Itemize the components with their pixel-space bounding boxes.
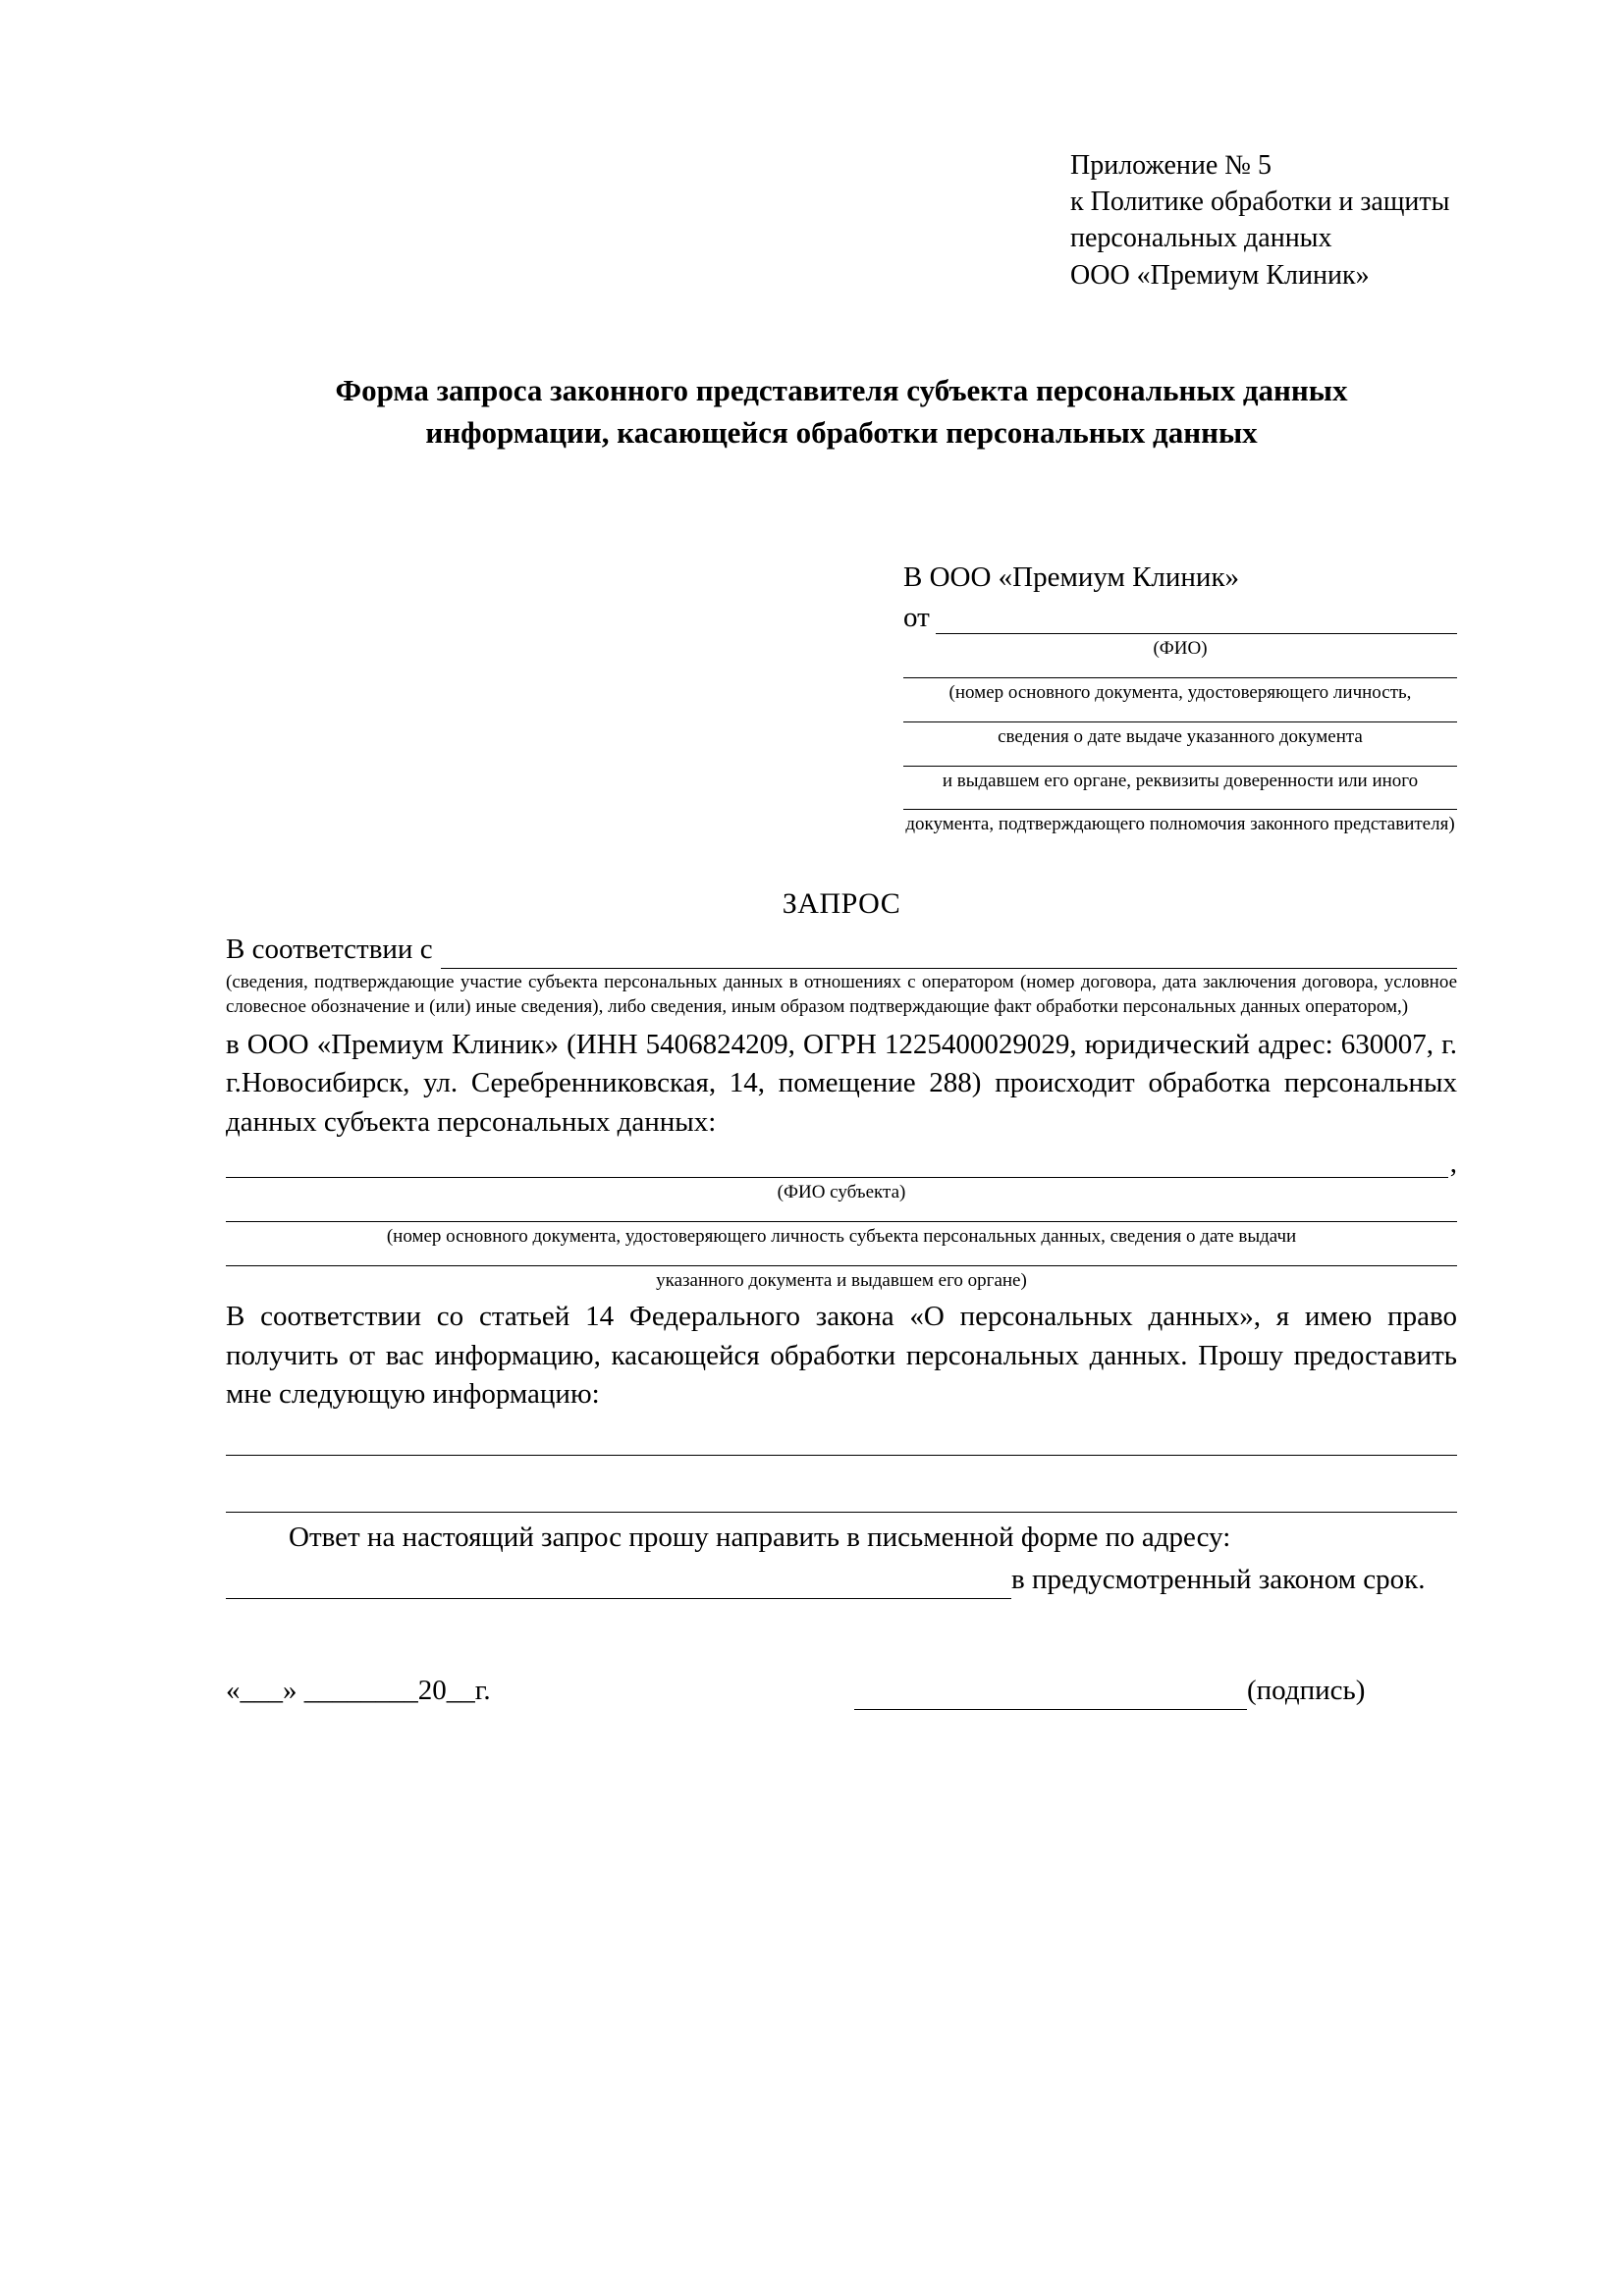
- caption-doc-1: (номер основного документа, удостоверяющего личность,: [948, 682, 1412, 704]
- answer-address-field[interactable]: [226, 1573, 1011, 1599]
- accordance-note: (сведения, подтверждающие участие субъекта персональных данных в отношениях с оператором (номер договора, дата заключения договора, условное словесное обозначение и (или) иные сведения), либо сведения, иным образом подтверждающие факт обработки персональных данных оператором,): [226, 972, 1457, 1018]
- caption-fio: (ФИО): [1153, 638, 1208, 660]
- page-title-line-1: Форма запроса законного представителя субъекта персональных данных: [335, 372, 1348, 407]
- law-paragraph: В соответствии со статьей 14 Федерального закона «О персональных данных», я имею право получить от вас информацию, касающейся обработки персональных данных. Прошу предоставить мне следующую информацию:: [226, 1301, 1457, 1411]
- caption-doc-2: сведения о дате выдаче указанного документа: [998, 725, 1363, 747]
- applicant-doc-field-3[interactable]: [903, 765, 1457, 767]
- applicant-doc-row-2: [903, 721, 1457, 722]
- subject-fio-comma: ,: [1449, 1148, 1457, 1180]
- from-label: от: [903, 602, 930, 634]
- subject-doc-row-1: [226, 1220, 1457, 1222]
- accordance-field[interactable]: [441, 940, 1457, 969]
- page-title: [226, 370, 1457, 454]
- answer-address-tail: в предусмотренный законом срок.: [1011, 1564, 1426, 1596]
- signature-area: [854, 1672, 1457, 1710]
- subject-fio-row: [226, 1149, 1457, 1178]
- addressee-block: [903, 561, 1457, 836]
- signature-field[interactable]: [854, 1683, 1247, 1710]
- signature-row: [226, 1672, 1457, 1710]
- applicant-name-field[interactable]: [936, 606, 1457, 634]
- request-heading: ЗАПРОС: [782, 887, 901, 921]
- page-title-line-2: информации, касающейся обработки персональных данных: [425, 414, 1258, 450]
- subject-doc-field-2[interactable]: [226, 1264, 1457, 1266]
- appendix-number: Приложение № 5: [1070, 150, 1272, 181]
- request-body: [226, 931, 1457, 1710]
- applicant-name-row: [903, 602, 1457, 634]
- answer-address-row: [226, 1561, 1457, 1599]
- caption-subject-doc-2: указанного документа и выдавшем его органе): [656, 1269, 1027, 1291]
- subject-doc-field-1[interactable]: [226, 1220, 1457, 1222]
- applicant-doc-field-4[interactable]: [903, 808, 1457, 810]
- caption-subject-doc-1: (номер основного документа, удостоверяющего личность субъекта персональных данных, сведения о дате выдачи: [386, 1225, 1297, 1247]
- applicant-doc-row-4: [903, 808, 1457, 810]
- subject-doc-row-2: [226, 1264, 1457, 1266]
- caption-doc-4: документа, подтверждающего полномочия законного представителя): [905, 814, 1455, 835]
- appendix-policy-line-1: к Политике обработки и защиты: [1070, 187, 1450, 218]
- operator-paragraph: в ООО «Премиум Клиник» (ИНН 5406824209, ОГРН 1225400029029, юридический адрес: 630007, г. г.Новосибирск, ул. Серебренниковская, 14, помещение 288) происходит обработка персональных данных субъекта персональных данных:: [226, 1028, 1457, 1138]
- appendix-header: [1070, 147, 1457, 294]
- subject-fio-field[interactable]: [226, 1151, 1448, 1178]
- appendix-company: ООО «Премиум Клиник»: [1070, 259, 1370, 291]
- date-field[interactable]: «___» ________20__г.: [226, 1675, 491, 1707]
- applicant-doc-field-1[interactable]: [903, 676, 1457, 678]
- signature-label: (подпись): [1247, 1675, 1366, 1707]
- answer-address-lead: Ответ на настоящий запрос прошу направить в письменной форме по адресу:: [289, 1521, 1231, 1553]
- applicant-doc-field-2[interactable]: [903, 721, 1457, 722]
- addressee-organization: В ООО «Премиум Клиник»: [903, 561, 1240, 594]
- accordance-label: В соответствии с: [226, 934, 433, 966]
- caption-subject-fio: (ФИО субъекта): [777, 1182, 906, 1203]
- accordance-row: [226, 931, 1457, 969]
- info-request-row-2: [226, 1511, 1457, 1513]
- appendix-policy-line-2: персональных данных: [1070, 223, 1332, 254]
- info-request-field-2[interactable]: [226, 1511, 1457, 1513]
- applicant-doc-row-3: [903, 765, 1457, 767]
- caption-doc-3: и выдавшем его органе, реквизиты доверенности или иного: [942, 770, 1419, 791]
- applicant-doc-row-1: [903, 676, 1457, 678]
